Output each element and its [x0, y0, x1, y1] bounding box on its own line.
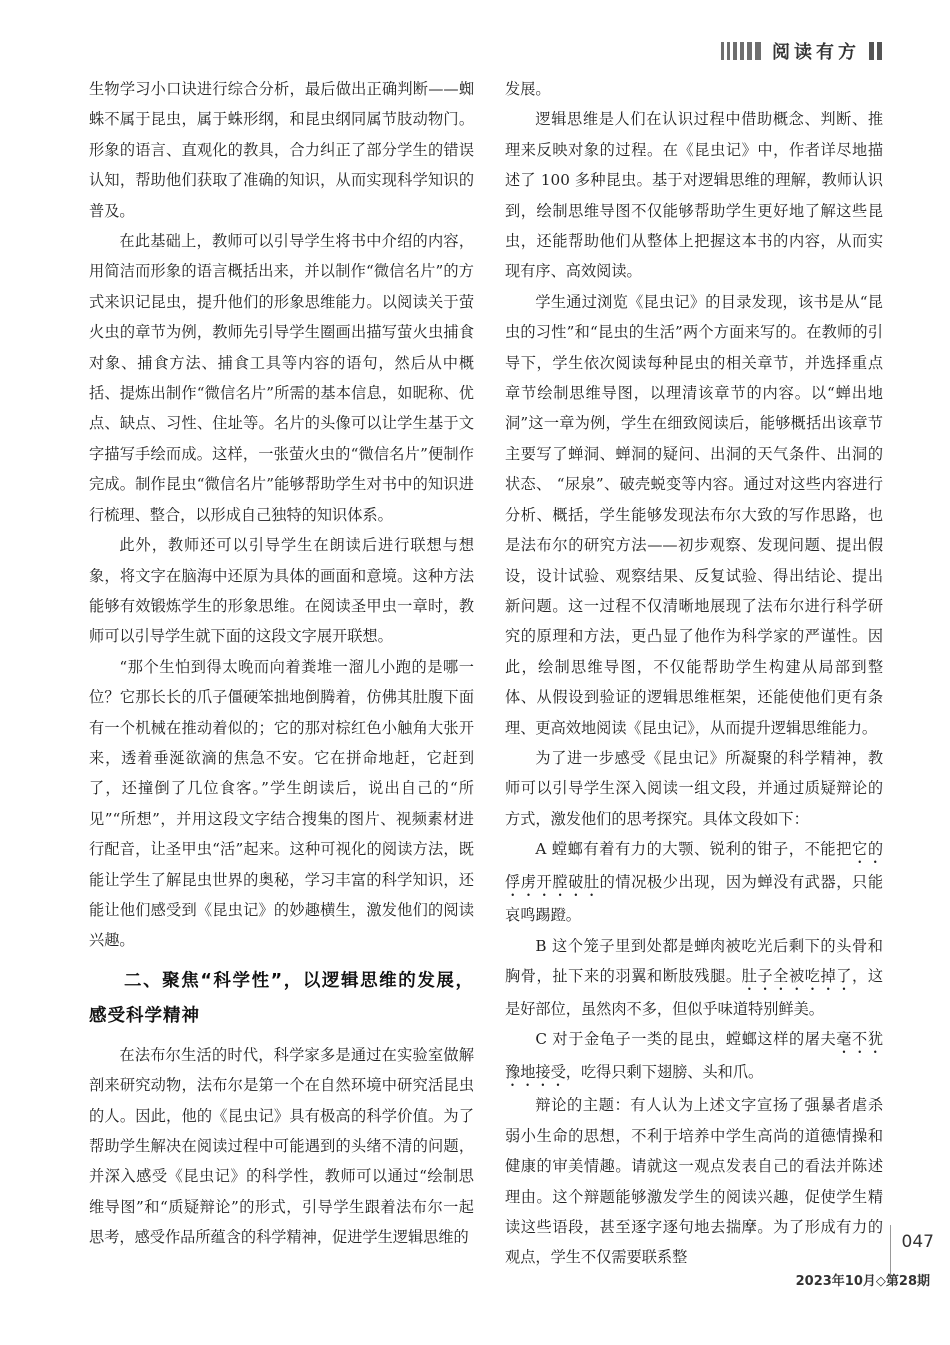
paragraph: 辩论的主题：有人认为上述文字宣扬了强暴者虐杀弱小生命的思想，不利于培养中学生高尚的道德情操和健康的审美情趣。请就这一观点发表自己的看法并陈述理由。这个辩题能够激发学生的阅读兴趣，促使学生精读这些语段，甚至逐字逐句地去揣摩。为了形成有力的观点，学生不仅需要联系整	[505, 1096, 883, 1267]
excerpt-a: A 螳螂有着有力的大颚、锐利的钳子，不能把它的俘虏开膛破肚的情况极少出现，因为蝉没有武器，只能哀鸣踢蹬。	[505, 840, 884, 925]
emphasis-text: 毫不犹豫地接受	[505, 1030, 884, 1082]
issue-label: 2023年10月◇第28期	[795, 1274, 930, 1289]
paragraph: 生物学习小口诀进行综合分析，最后做出正确判断——蜘蛛不属于昆虫，属于蛛形纲，和昆虫纲同属节肢动物门。形象的语言、直观化的教具，合力纠正了部分学生的错误认知，帮助他们获取了准确的知识，从而实现科学知识的普及。	[89, 80, 474, 220]
excerpt-c: C 对于金龟子一类的昆虫，螳螂这样的屠夫毫不犹豫地接受，吃得只剩下翅膀、头和爪。	[505, 1030, 884, 1082]
left-column	[89, 74, 474, 1253]
right-column	[505, 74, 883, 1273]
section-title: 阅读有方	[772, 42, 860, 63]
emphasis-text: 肚子全被吃掉了	[741, 966, 853, 985]
paragraph: 为了进一步感受《昆虫记》所凝聚的科学精神，教师可以引导学生深入阅读一组文段，并通过质疑辩论的方式，激发他们的思考探究。具体文段如下：	[505, 748, 883, 828]
paragraph: 在此基础上，教师可以引导学生将书中介绍的内容，用简洁而形象的语言概括出来，并以制作“微信名片”的方式来识记昆虫，提升他们的形象思维能力。以阅读关于萤火虫的章节为例，教师先引导学生圈画出描写萤火虫捕食对象、捕食方法、捕食工具等内容的语句，然后从中概括、提炼出制作“微信名片”所需的基本信息，如昵称、优点、缺点、习性、住址等。名片的头像可以让学生基于文字描写手绘而成。这样，一张萤火虫的“微信名片”便制作完成。制作昆虫“微信名片”能够帮助学生对书中的知识进行梳理、整合，以形成自己独特的知识体系。	[89, 232, 474, 524]
paragraph: 逻辑思维是人们在认识过程中借助概念、判断、推理来反映对象的过程。在《昆虫记》中，作者详尽地描述了 100 多种昆虫。基于对逻辑思维的理解，教师认识到，绘制思维导图不仅能够帮助学生更好地了解这些昆虫，还能帮助他们从整体上把握这本书的内容，从而实现有序、高效阅读。	[505, 110, 883, 281]
page-number-divider	[890, 1225, 891, 1275]
emphasis-text: 它的俘虏开膛破肚	[505, 840, 884, 892]
quoted-paragraph: “那个生怕到得太晚而向着粪堆一溜儿小跑的是哪一位？它那长长的爪子僵硬笨拙地倒腾着，仿佛其肚腹下面有一个机械在推动着似的；它的那对棕红色小触角大张开来，透着垂涎欲滴的焦急不安。它在拼命地赶，它赶到了，还撞倒了几位食客。”学生朗读后，说出自己的“所见”“所想”，并用这段文字结合搜集的图片、视频素材进行配音，让圣甲虫“活”起来。这种可视化的阅读方法，既能让学生了解昆虫世界的奥秘，学习丰富的科学知识，还能让他们感受到《昆虫记》的妙趣横生，激发他们的阅读兴趣。	[89, 657, 474, 950]
header-bars-decoration	[721, 42, 764, 60]
paragraph: 学生通过浏览《昆虫记》的目录发现，该书是从“昆虫的习性”和“昆虫的生活”两个方面来写的。在教师的引导下，学生依次阅读每种昆虫的相关章节，并选择重点章节绘制思维导图，以理清该章节的内容。以“蝉出地洞”这一章为例，学生在细致阅读后，能够概括出该章节主要写了蝉洞、蝉洞的疑问、出洞的天气条件、出洞的状态、 “尿泉”、破壳蜕变等内容。通过对这些内容进行分析、概括，学生能够发现法布尔大致的写作思路，也是法布尔的研究方法——初步观察、发现问题、提出假设，设计试验、观察结果、反复试验、得出结论、提出新问题。这一过程不仅清晰地展现了法布尔进行科学研究的原理和方法，更凸显了他作为科学家的严谨性。因此，绘制思维导图，不仅能帮助学生构建从局部到整体、从假设到验证的逻辑思维框架，还能使他们更有条理、更高效地阅读《昆虫记》，从而提升逻辑思维能力。	[505, 292, 883, 737]
section-heading: 二、聚焦“科学性”，以逻辑思维的发展，感受科学精神	[89, 970, 474, 1026]
running-header	[721, 38, 882, 64]
page-number: 047	[901, 1232, 934, 1252]
excerpt-b: B 这个笼子里到处都是蝉肉被吃光后剩下的头骨和胸骨，扯下来的羽翼和断肢残腿。肚子全被吃掉了，这是好部位，虽然肉不多，但似乎味道特别鲜美。	[505, 936, 884, 1018]
paragraph: 在法布尔生活的时代，科学家多是通过在实验室做解剖来研究动物，法布尔是第一个在自然环境中研究活昆虫的人。因此，他的《昆虫记》具有极高的科学价值。为了帮助学生解决在阅读过程中可能遇到的头绪不清的问题，并深入感受《昆虫记》的科学性，教师可以通过“绘制思维导图”和“质疑辩论”的形式，引导学生跟着法布尔一起思考，感受作品所蕴含的科学精神，促进学生逻辑思维的	[89, 1045, 474, 1247]
header-end-bars	[866, 42, 882, 60]
paragraph: 此外，教师还可以引导学生在朗读后进行联想与想象，将文字在脑海中还原为具体的画面和意境。这种方法能够有效锻炼学生的形象思维。在阅读圣甲虫一章时，教师可以引导学生就下面的这段文字展开联想。	[89, 536, 474, 646]
paragraph: 发展。	[505, 80, 551, 98]
